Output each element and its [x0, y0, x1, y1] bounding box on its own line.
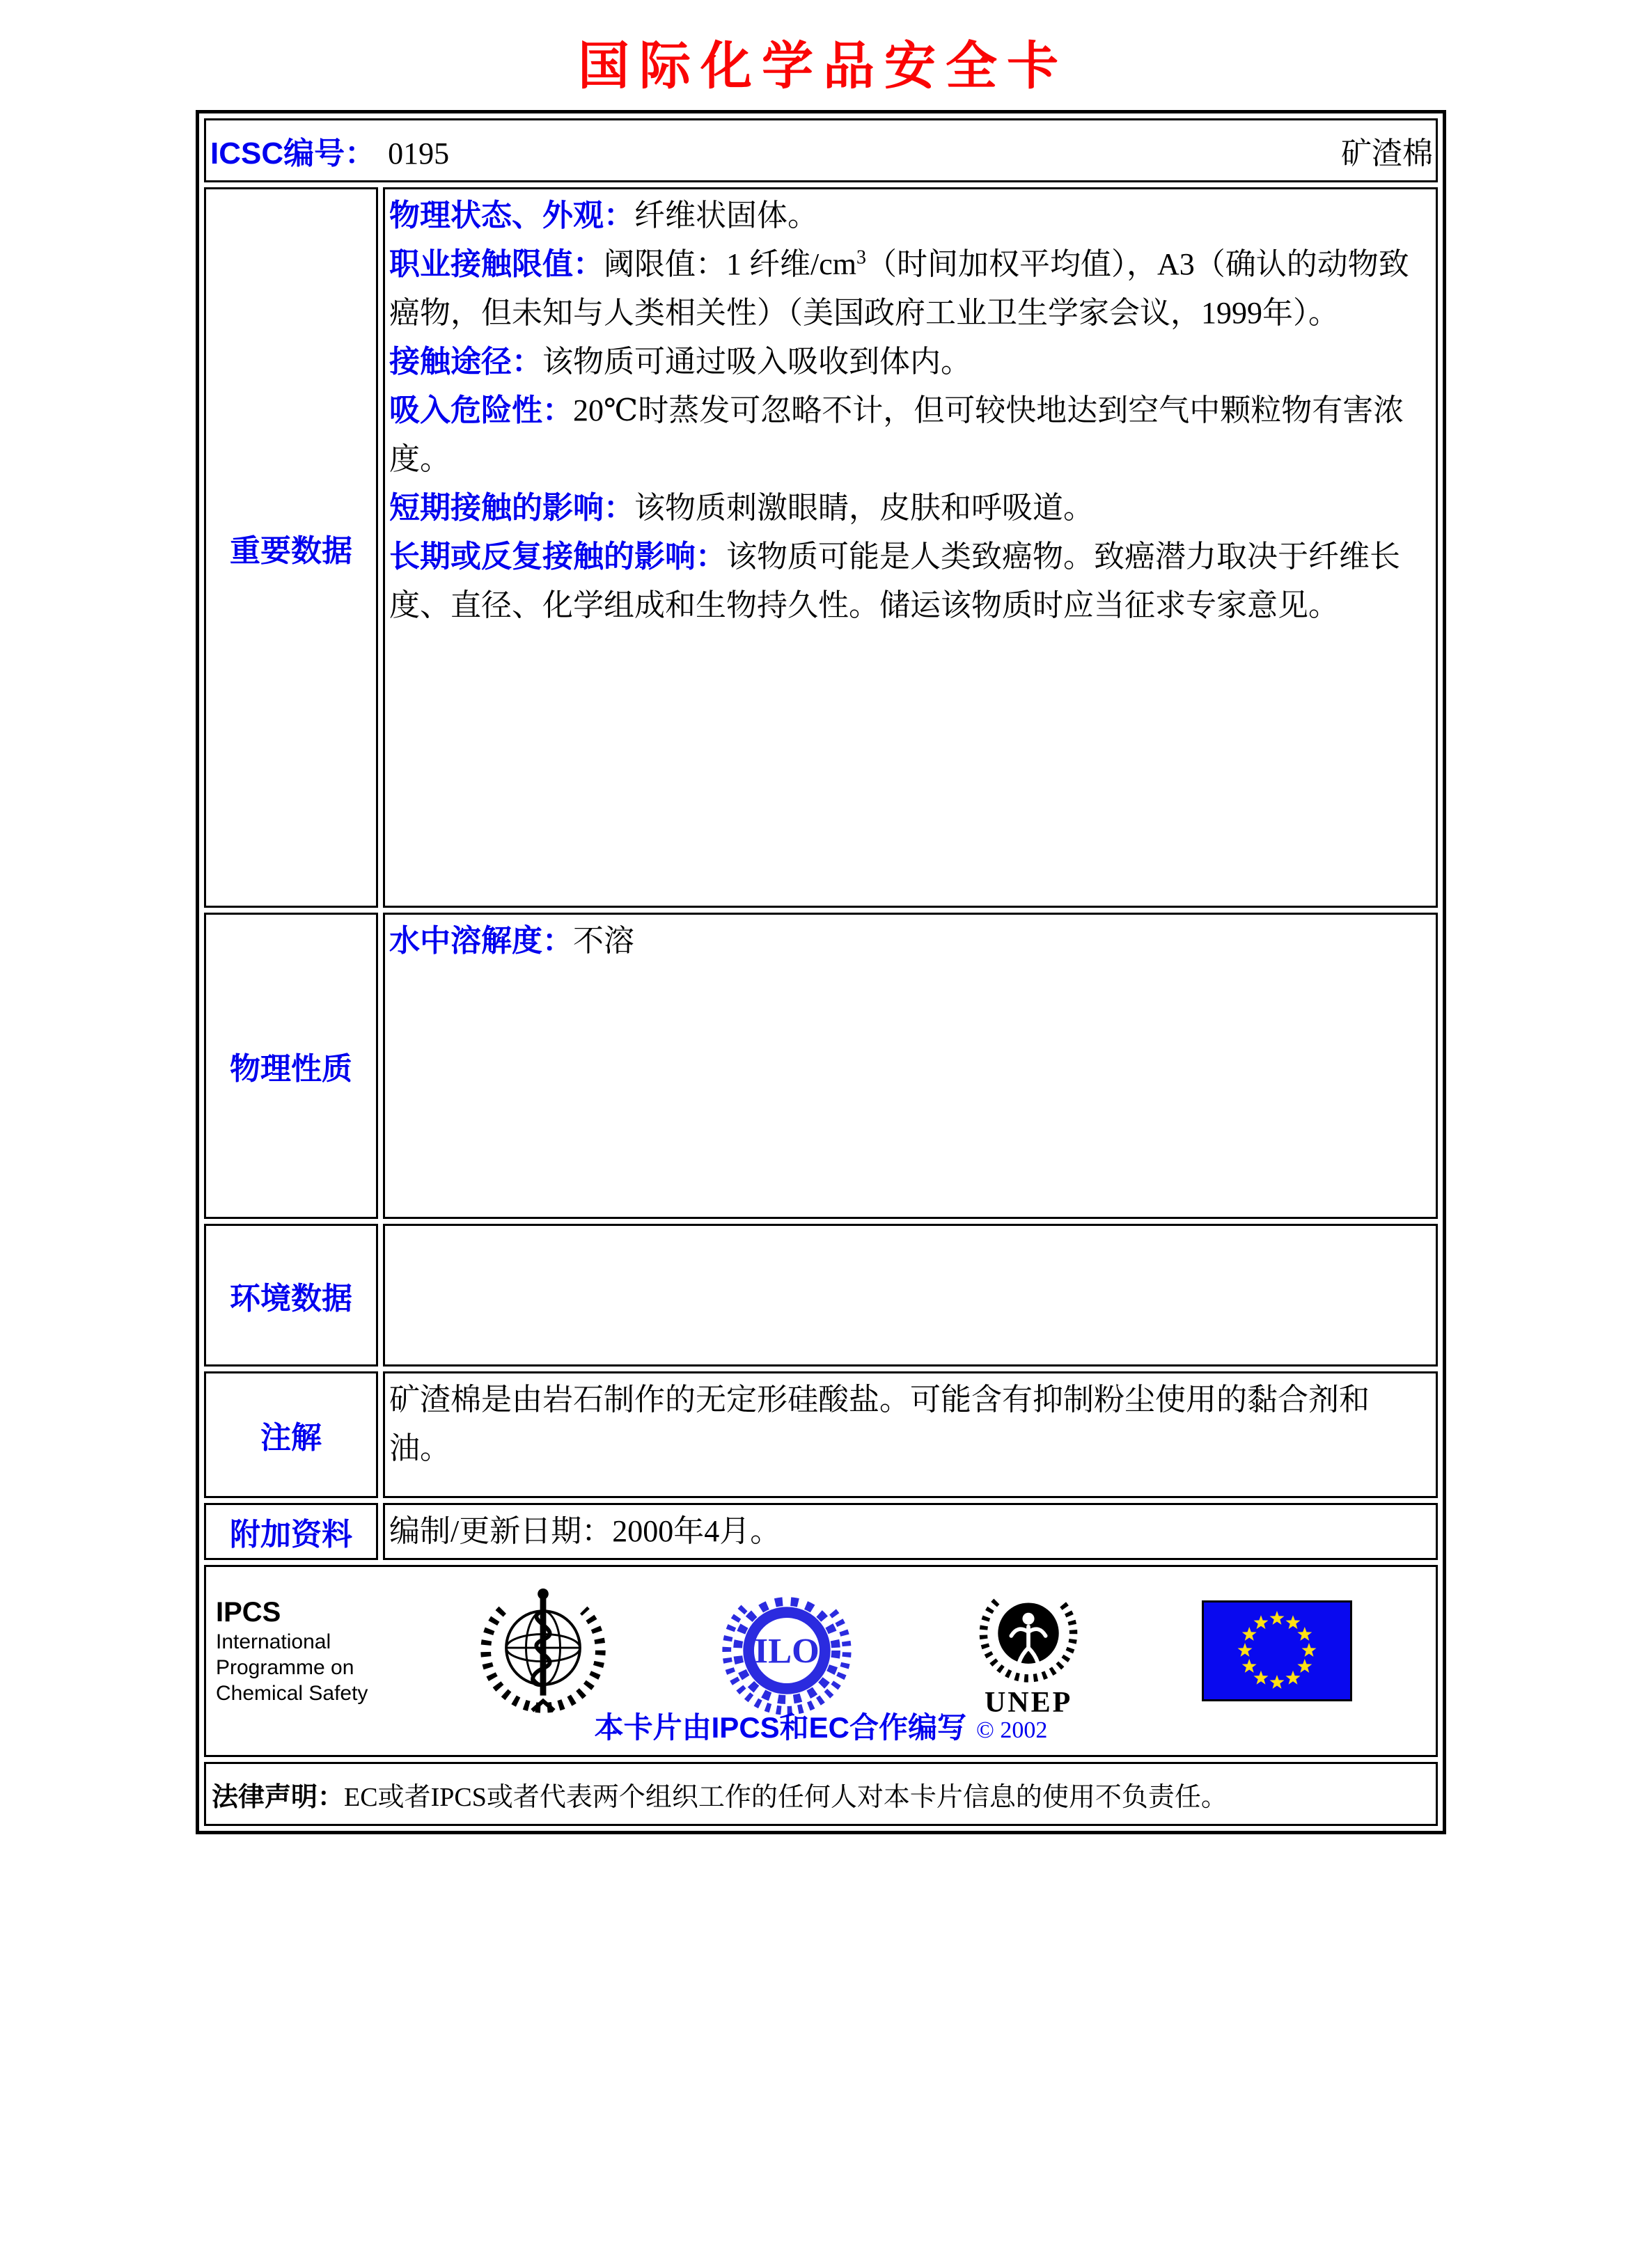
legal-row: [204, 1762, 1438, 1826]
physical-properties-content: [383, 913, 1438, 1219]
exposure-limit-item: [389, 240, 1430, 338]
environmental-data-content: [383, 1224, 1438, 1367]
svg-text:ILO: ILO: [754, 1632, 820, 1671]
exposure-limit-text-post: （时间加权平均值），A3（确认的动物致癌物，但未知与人类相关性）（美国政府工业卫生学家会议，1999年）。: [389, 247, 1409, 330]
physical-state-text: 纤维状固体。: [634, 198, 818, 233]
unep-label: UNEP: [984, 1687, 1073, 1719]
exposure-route-text: 该物质可通过吸入吸收到体内。: [542, 345, 971, 379]
legal-cell: [204, 1762, 1438, 1826]
ipcs-subtitle-line3: Chemical Safety: [216, 1681, 368, 1705]
unep-logo-icon: [962, 1583, 1095, 1687]
ipcs-subtitle-line1: International: [216, 1630, 331, 1653]
short-term-effects-label: 短期接触的影响：: [389, 491, 634, 525]
exposure-limit-text-pre: 阈限值：1 纤维/cm: [604, 247, 856, 281]
unep-logo-block: [962, 1583, 1095, 1718]
long-term-effects-item: [389, 533, 1430, 630]
icsc-number-label: ICSC编号：: [210, 136, 376, 171]
ipcs-subtitle-line2: Programme on: [216, 1655, 354, 1679]
footer-credit-text: 本卡片由IPCS和EC合作编写: [594, 1711, 967, 1744]
ipcs-text-block: [216, 1596, 368, 1706]
environmental-data-row: [204, 1224, 1438, 1367]
section-label-physical-properties: 物理性质: [204, 913, 378, 1219]
footer-cell: [204, 1565, 1438, 1757]
logo-row: [206, 1567, 1436, 1719]
header-row: [204, 118, 1438, 182]
legal-text: EC或者IPCS或者代表两个组织工作的任何人对本卡片信息的使用不负责任。: [344, 1782, 1228, 1812]
section-label-additional-info: 附加资料: [204, 1503, 378, 1560]
water-solubility-item: [389, 917, 1430, 966]
important-data-content: [383, 187, 1438, 908]
superscript-3: 3: [856, 246, 866, 269]
short-term-effects-item: [389, 484, 1430, 533]
icsc-number-value: 0195: [388, 136, 450, 171]
important-data-row: [204, 187, 1438, 908]
additional-info-row: [204, 1503, 1438, 1560]
footer-copyright: © 2002: [976, 1717, 1048, 1743]
long-term-effects-label: 长期或反复接触的影响：: [389, 540, 726, 574]
additional-info-content: 编制/更新日期：2000年4月。: [383, 1503, 1438, 1560]
substance-name: 矿渣棉: [1341, 136, 1433, 171]
water-solubility-text: 不溶: [573, 924, 634, 958]
icsc-card-table: [196, 110, 1446, 1834]
inhalation-risk-text: 20℃时蒸发可忽略不计，但可较快地达到空气中颗粒物有害浓度。: [389, 393, 1404, 476]
footer-row: [204, 1565, 1438, 1757]
physical-state-label: 物理状态、外观：: [389, 198, 634, 233]
inhalation-risk-label: 吸入危险性：: [389, 393, 573, 427]
short-term-effects-text: 该物质刺激眼睛，皮肤和呼吸道。: [634, 491, 1094, 525]
water-solubility-label: 水中溶解度：: [389, 924, 573, 958]
icsc-number-group: [210, 128, 449, 173]
legal-label: 法律声明：: [212, 1782, 345, 1812]
physical-properties-row: [204, 913, 1438, 1219]
section-label-notes: 注解: [204, 1371, 378, 1498]
physical-state-item: [389, 191, 1430, 240]
page-title: 国际化学品安全卡: [578, 36, 1068, 96]
header-cell: [204, 118, 1438, 182]
exposure-route-label: 接触途径：: [389, 345, 542, 379]
ipcs-title: IPCS: [216, 1596, 281, 1628]
footer-caption: [206, 1705, 1436, 1747]
exposure-route-item: [389, 338, 1430, 386]
section-label-environmental-data: 环境数据: [204, 1224, 378, 1367]
long-term-effects-text: 该物质可能是人类致癌物。致癌潜力取决于纤维长度、直径、化学组成和生物持久性。储运该物质时应当征求专家意见。: [389, 540, 1400, 622]
notes-content: 矿渣棉是由岩石制作的无定形硅酸盐。可能含有抑制粉尘使用的黏合剂和油。: [383, 1371, 1438, 1498]
section-label-important-data: 重要数据: [204, 187, 378, 908]
inhalation-risk-item: [389, 386, 1430, 484]
who-logo-icon: [475, 1582, 611, 1719]
eu-flag-stars: [1204, 1602, 1350, 1699]
notes-row: [204, 1371, 1438, 1498]
exposure-limit-label: 职业接触限值：: [389, 247, 604, 281]
eu-flag-icon: [1202, 1600, 1352, 1701]
ilo-logo-icon: [719, 1582, 855, 1719]
